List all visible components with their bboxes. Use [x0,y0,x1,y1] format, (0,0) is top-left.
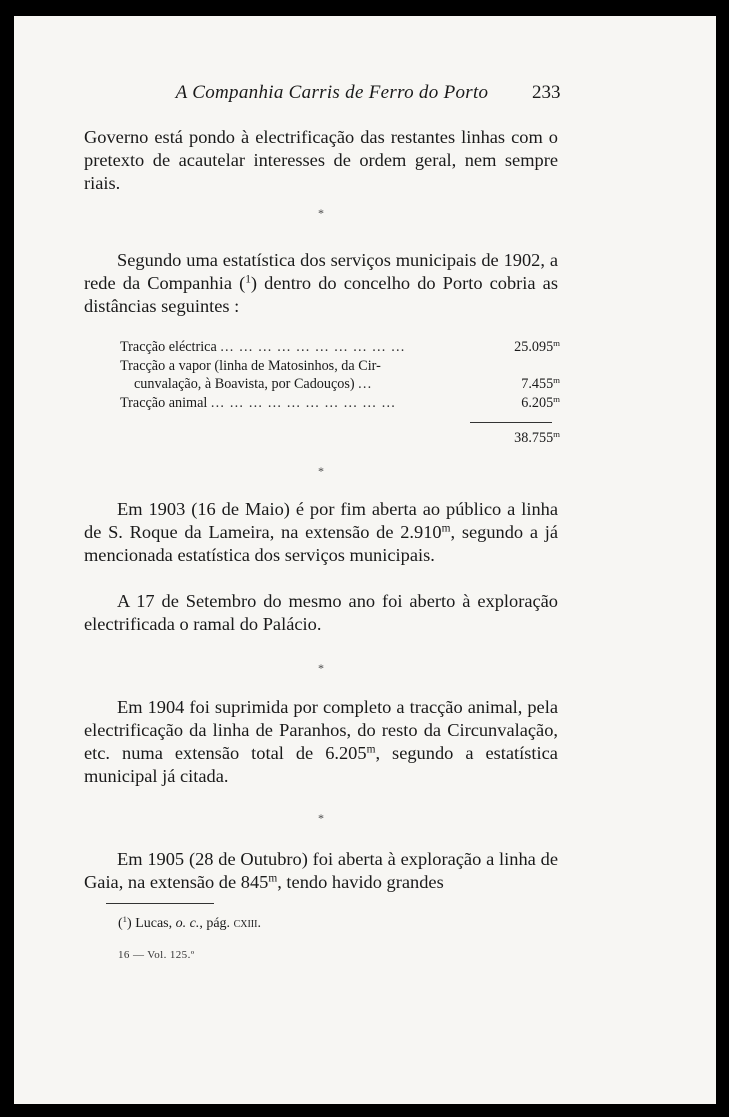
section-separator: * [318,811,324,825]
distances-table [120,338,560,412]
footnote: ($^1$) Lucas, o. c., pág. cxiii. [118,914,261,931]
running-title: A Companhia Carris de Ferro do Porto [175,82,489,103]
paragraph-1904: Em 1904 foi suprimida por completo a tracção animal, pela electrificação da linha de Paranhos, do resto da Circunvalação, etc. numa extensão total de 6.205$^m$, segundo a estatística municipal já citada. [84,697,558,786]
page [14,16,716,1104]
paragraph-1903: Em 1903 (16 de Maio) é por fim aberta ao público a linha de S. Roque da Lameira, na extensão de 2.910$^m$, segundo a já mencionada estatística dos serviços municipais. [84,499,558,565]
footnote-ref: 1 [245,273,251,286]
table-row: Tracção a vapor (linha de Matosinhos, da Cir- [120,357,381,374]
sum-rule [470,422,552,423]
paragraph-governo: Governo está pondo à electrificação das restantes linhas com o pretexto de acautelar interesses de ordem geral, nem sempre riais. [84,127,558,193]
table-row: Tracção animal ... ... ... ... ... ... ... ... ... ... 6.205$^m$ [120,393,560,411]
printer-signature: 16 — Vol. 125.º [118,949,195,961]
paragraph-1905: Em 1905 (28 de Outubro) foi aberta à exploração a linha de Gaia, na extensão de 845$^m$, tendo havido grandes [84,849,558,892]
section-separator: * [318,206,324,220]
footnote-rule [106,903,214,904]
section-separator: * [318,661,324,675]
paragraph-estatistica: Segundo uma estatística dos serviços municipais de 1902, a rede da Companhia ($^1$) dentro do concelho do Porto cobria as distâncias seguintes : [84,250,558,316]
table-row: cunvalação, à Boavista, por Cadouços) ... 7.455$^m$ [134,375,560,392]
section-separator: * [318,464,324,478]
paragraph-1903-palacio: A 17 de Setembro do mesmo ano foi aberto à exploração electrificada o ramal do Palácio. [84,591,558,634]
table-row: Tracção eléctrica ... ... ... ... ... ... ... ... ... ... 25.095$^m$ [120,338,560,355]
table-total-row: 38.755$^m$ [514,429,560,446]
page-number: 233 [532,82,561,103]
